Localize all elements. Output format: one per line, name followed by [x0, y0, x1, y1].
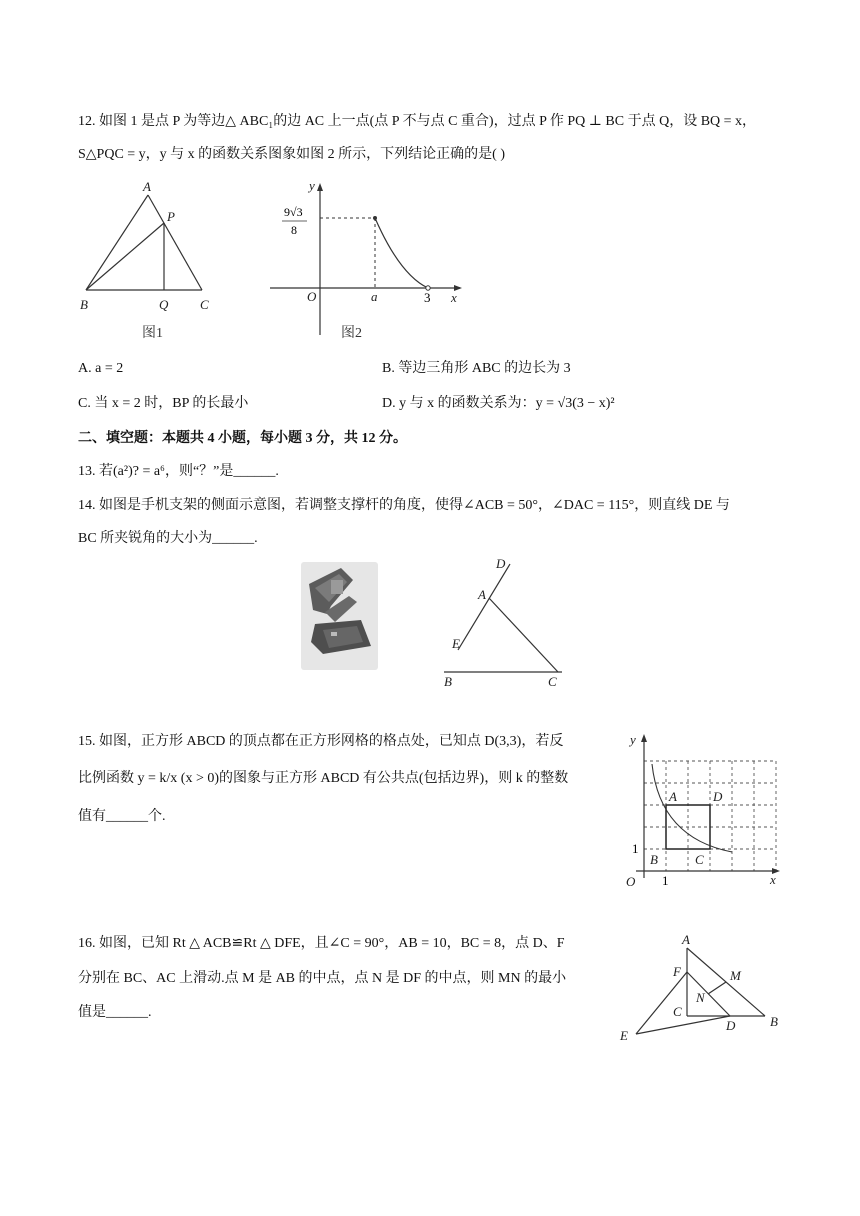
- tick-3: 3: [424, 290, 431, 305]
- label-A: A: [682, 932, 690, 947]
- q16-figure: [612, 930, 792, 1050]
- label-E: E: [620, 1028, 628, 1043]
- axis-y-label: y: [309, 178, 315, 193]
- q14-line2: BC 所夹锐角的大小为______.: [78, 531, 258, 546]
- q16-line3: 值是______.: [78, 1005, 152, 1020]
- figure1-caption: 图1: [142, 326, 163, 341]
- label-B: B: [650, 852, 658, 867]
- label-B: B: [444, 674, 452, 689]
- q15-figure: [620, 728, 785, 893]
- q12-option-c: C. 当 x = 2 时，BP 的长最小: [78, 396, 249, 411]
- axis-y-label: y: [630, 732, 636, 747]
- label-A: A: [478, 587, 486, 602]
- label-A: A: [669, 789, 677, 804]
- label-P: P: [167, 209, 175, 224]
- ytick-numerator: 9√3: [284, 205, 303, 219]
- q12-option-a: A. a = 2: [78, 361, 124, 376]
- label-B: B: [770, 1014, 778, 1029]
- label-D: D: [713, 789, 723, 804]
- label-C: C: [673, 1004, 682, 1019]
- label-E: E: [452, 636, 460, 651]
- q14-line1: 14. 如图是手机支架的侧面示意图，若调整支撑杆的角度，使得∠ACB = 50°，∠DAC = 115°，则直线 DE 与: [78, 498, 730, 513]
- label-M: M: [730, 968, 741, 983]
- q12-figure1: [70, 175, 230, 345]
- q12-option-b: B. 等边三角形 ABC 的边长为 3: [382, 361, 571, 376]
- q12-option-d: D. y 与 x 的函数关系为：y = √3(3 − x)²: [382, 396, 615, 411]
- origin-O: O: [307, 289, 317, 304]
- axis-x-label: x: [770, 872, 776, 887]
- tick-a: a: [371, 289, 378, 304]
- label-F: F: [673, 964, 681, 979]
- q16-line2: 分别在 BC、AC 上滑动.点 M 是 AB 的中点，点 N 是 DF 的中点，则 MN 的最小: [78, 971, 567, 986]
- q12-line1: 12. 如图 1 是点 P 为等边△ ABC₁的边 AC 上一点(点 P 不与点 C 重合)，过点 P 作 PQ ⊥ BC 于点 Q，设 BQ = x，: [78, 114, 757, 129]
- label-D: D: [726, 1018, 736, 1033]
- q12-figure2: [265, 175, 475, 345]
- label-B: B: [80, 297, 88, 312]
- q13-text: 13. 若(a²)? = a⁶，则“？”是______.: [78, 464, 279, 479]
- q12-line2: S△PQC = y，y 与 x 的函数关系图象如图 2 所示，下列结论正确的是( ): [78, 147, 506, 162]
- label-C: C: [695, 852, 704, 867]
- q15-line1: 15. 如图，正方形 ABCD 的顶点都在正方形网格的格点处，已知点 D(3,3)，若反: [78, 734, 564, 749]
- q15-line3: 值有______个.: [78, 809, 166, 824]
- q16-line1: 16. 如图，已知 Rt △ ACB≌Rt △ DFE，且∠C = 90°，AB = 10，BC = 8，点 D、F: [78, 936, 565, 951]
- tick-x-1: 1: [662, 873, 669, 888]
- tick-y-1: 1: [632, 841, 639, 856]
- q15-line2: 比例函数 y = k/x (x > 0)的图象与正方形 ABCD 有公共点(包括边界)，则 k 的整数: [78, 771, 569, 786]
- section-2-heading: 二、填空题：本题共 4 小题，每小题 3 分，共 12 分。: [78, 431, 407, 446]
- axis-x-label: x: [451, 290, 457, 305]
- label-Q: Q: [159, 297, 169, 312]
- label-D: D: [496, 556, 506, 571]
- figure2-caption: 图2: [341, 326, 362, 341]
- label-N: N: [696, 990, 705, 1005]
- q14-figure: [440, 552, 580, 692]
- label-C: C: [200, 297, 209, 312]
- label-C: C: [548, 674, 557, 689]
- label-A: A: [143, 179, 151, 194]
- origin-O: O: [626, 874, 636, 889]
- ytick-denominator: 8: [291, 223, 297, 237]
- phone-stand-photo: [301, 562, 378, 670]
